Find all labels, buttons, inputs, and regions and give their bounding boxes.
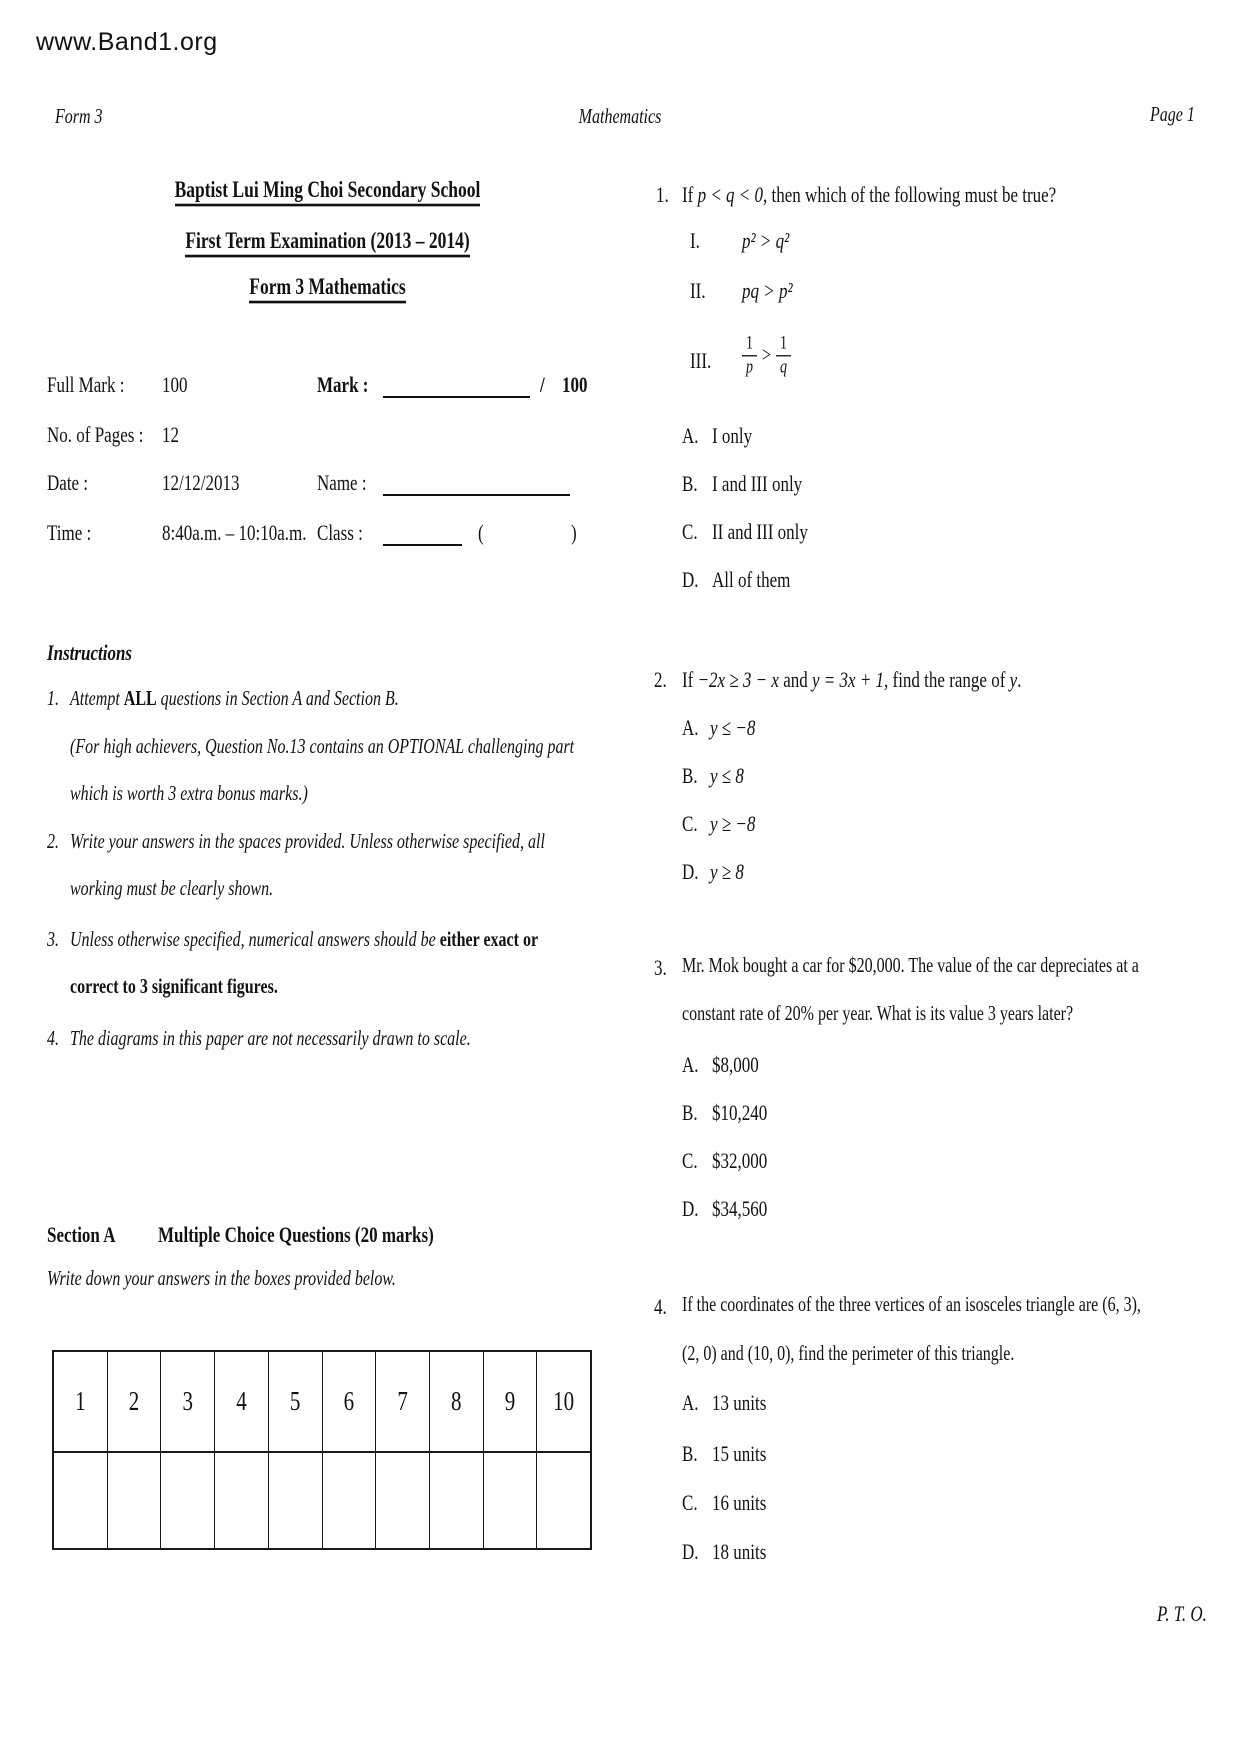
header-page-number: Page 1 [1150, 104, 1195, 127]
instruction-4-line-1: The diagrams in this paper are not necessarily drawn to scale. [70, 1028, 471, 1051]
q2-option-c-text: y ≥ −8 [710, 811, 756, 837]
q1-option-a-text: I only [712, 423, 753, 449]
q1-number: 1. [656, 182, 669, 208]
q4-option-d-text: 18 units [712, 1539, 767, 1565]
section-a-label: Section A [47, 1222, 116, 1248]
answer-cell [269, 1453, 323, 1548]
mc-answer-table-answer-row [54, 1453, 590, 1548]
instruction-1-line-1: Attempt ALL questions in Section A and Section B. [70, 688, 399, 711]
q4-number: 4. [654, 1294, 667, 1320]
q1-option-d-text: All of them [712, 567, 791, 593]
q4-option-d-letter: D. [682, 1539, 699, 1565]
mc-answer-table-header-row [54, 1352, 590, 1453]
full-mark-value: 100 [162, 372, 188, 398]
mark-label: Mark : [317, 372, 369, 398]
mark-total: 100 [562, 372, 588, 398]
q1-option-c-text: II and III only [712, 519, 808, 545]
class-paren-open: ( [478, 520, 484, 546]
q2-option-c-letter: C. [682, 811, 698, 837]
q2-option-a-letter: A. [682, 715, 699, 741]
answer-header-cell: 7 [376, 1352, 430, 1451]
q1-statement-3-expression [742, 334, 791, 379]
school-name: Baptist Lui Ming Choi Secondary School [50, 176, 605, 203]
mark-slash: / [540, 372, 545, 398]
answer-cell [54, 1453, 108, 1548]
q2-option-d-text: y ≥ 8 [710, 859, 744, 885]
section-a-title: Multiple Choice Questions (20 marks) [158, 1222, 434, 1248]
q4-option-b-letter: B. [682, 1441, 698, 1467]
time-value: 8:40a.m. – 10:10a.m. [162, 520, 307, 546]
q1-option-c-letter: C. [682, 519, 698, 545]
q2-text: If −2x ≥ 3 − x and y = 3x + 1, find the range of y. [682, 667, 1022, 693]
q1-statement-2-label: II. [690, 278, 706, 304]
page-turn-over-note: P. T. O. [1157, 1601, 1207, 1627]
q4-text-line-2: (2, 0) and (10, 0), find the perimeter of this triangle. [682, 1343, 1015, 1366]
instruction-2-line-1: Write your answers in the spaces provided. Unless otherwise specified, all [70, 831, 545, 854]
q3-option-a-letter: A. [682, 1052, 699, 1078]
instruction-3-line-2: correct to 3 significant figures. [70, 976, 278, 999]
mc-answer-table [52, 1350, 592, 1550]
mark-blank-field [383, 376, 530, 398]
answer-header-cell: 3 [161, 1352, 215, 1451]
watermark: www.Band1.org [36, 28, 218, 56]
instruction-4-number: 4. [47, 1028, 59, 1051]
section-a-note: Write down your answers in the boxes provided below. [47, 1268, 396, 1291]
instruction-1-number: 1. [47, 688, 59, 711]
full-mark-label: Full Mark : [47, 372, 125, 398]
instruction-1-line-2: (For high achievers, Question No.13 contains an OPTIONAL challenging part [70, 736, 575, 759]
answer-cell [108, 1453, 162, 1548]
instruction-1-line-3: which is worth 3 extra bonus marks.) [70, 783, 308, 806]
class-paren-close: ) [571, 520, 577, 546]
answer-cell [161, 1453, 215, 1548]
time-label: Time : [47, 520, 92, 546]
instruction-2-number: 2. [47, 831, 59, 854]
q3-option-b-letter: B. [682, 1100, 698, 1126]
instruction-3-number: 3. [47, 929, 59, 952]
answer-header-cell: 8 [430, 1352, 484, 1451]
greater-than-sign: > [762, 344, 772, 367]
answer-header-cell: 6 [323, 1352, 377, 1451]
paper-subject: Form 3 Mathematics [50, 273, 605, 300]
q1-option-b-letter: B. [682, 471, 698, 497]
date-value: 12/12/2013 [162, 470, 240, 496]
q4-option-a-letter: A. [682, 1390, 699, 1416]
answer-cell [215, 1453, 269, 1548]
q1-text: If p < q < 0, then which of the following must be true? [682, 182, 1057, 208]
q3-number: 3. [654, 955, 667, 981]
instruction-3-line-1: Unless otherwise specified, numerical answers should be either exact or [70, 929, 539, 952]
q2-option-a-text: y ≤ −8 [710, 715, 756, 741]
q1-statement-1-label: I. [690, 228, 700, 254]
fraction-one-over-p: $\frac{1}{p}$ [742, 334, 757, 379]
q1-statement-2-expression: pq > p² [742, 278, 793, 304]
name-label: Name : [317, 470, 367, 496]
q1-statement-3-label: III. [690, 348, 712, 374]
answer-header-cell: 4 [215, 1352, 269, 1451]
instruction-2-line-2: working must be clearly shown. [70, 878, 274, 901]
pages-label: No. of Pages : [47, 422, 144, 448]
header-subject: Mathematics [578, 106, 662, 129]
class-label: Class : [317, 520, 363, 546]
q2-number: 2. [654, 667, 667, 693]
fraction-one-over-q: $\frac{1}{q}$ [776, 334, 791, 379]
exam-title: First Term Examination (2013 – 2014) [50, 227, 605, 254]
q3-text-line-2: constant rate of 20% per year. What is its value 3 years later? [682, 1003, 1074, 1026]
answer-cell [537, 1453, 590, 1548]
q4-option-a-text: 13 units [712, 1390, 767, 1416]
q1-option-d-letter: D. [682, 567, 699, 593]
answer-cell [376, 1453, 430, 1548]
q1-statement-1-expression: p² > q² [742, 228, 790, 254]
answer-cell [323, 1453, 377, 1548]
q2-option-b-text: y ≤ 8 [710, 763, 744, 789]
q1-option-a-letter: A. [682, 423, 699, 449]
header-form-level: Form 3 [55, 106, 103, 129]
class-blank-field [383, 524, 462, 546]
q3-option-c-text: $32,000 [712, 1148, 768, 1174]
date-label: Date : [47, 470, 89, 496]
q3-option-b-text: $10,240 [712, 1100, 768, 1126]
answer-header-cell: 10 [553, 1385, 575, 1417]
q4-option-c-letter: C. [682, 1490, 698, 1516]
q2-option-d-letter: D. [682, 859, 699, 885]
instructions-heading: Instructions [47, 640, 133, 666]
answer-header-cell: 2 [108, 1352, 162, 1451]
answer-header-cell: 1 [54, 1352, 108, 1451]
q3-option-d-letter: D. [682, 1196, 699, 1222]
answer-header-cell: 9 [484, 1352, 538, 1451]
q4-option-c-text: 16 units [712, 1490, 767, 1516]
pages-value: 12 [162, 422, 179, 448]
q4-option-b-text: 15 units [712, 1441, 767, 1467]
q1-option-b-text: I and III only [712, 471, 803, 497]
q3-option-d-text: $34,560 [712, 1196, 768, 1222]
answer-cell [430, 1453, 484, 1548]
q2-option-b-letter: B. [682, 763, 698, 789]
answer-cell [484, 1453, 538, 1548]
q3-text-line-1: Mr. Mok bought a car for $20,000. The value of the car depreciates at a [682, 955, 1139, 978]
answer-header-cell: 5 [269, 1352, 323, 1451]
name-blank-field [383, 474, 570, 496]
q3-option-a-text: $8,000 [712, 1052, 759, 1078]
q3-option-c-letter: C. [682, 1148, 698, 1174]
q4-text-line-1: If the coordinates of the three vertices of an isosceles triangle are (6, 3), [682, 1294, 1141, 1317]
